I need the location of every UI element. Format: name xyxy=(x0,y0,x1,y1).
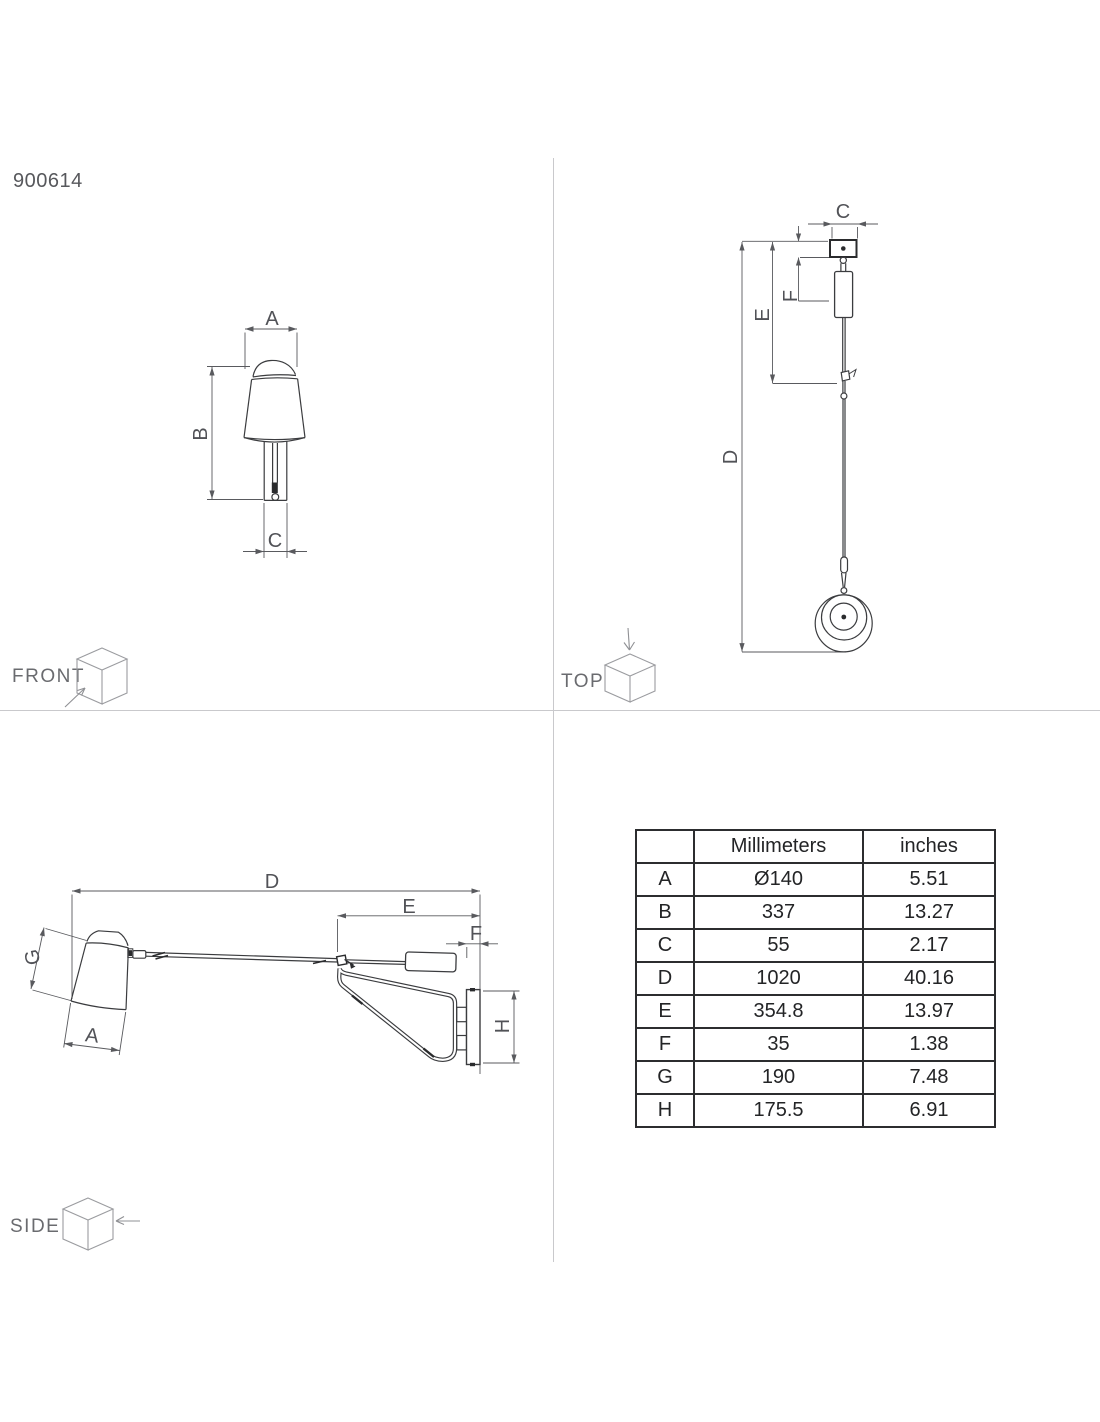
top-dim-f-label: F xyxy=(780,289,802,303)
row-letter: C xyxy=(636,929,694,962)
row-letter: A xyxy=(636,863,694,896)
table-row xyxy=(636,896,995,929)
front-view-cube-icon xyxy=(62,644,134,710)
top-dim-c-label: C xyxy=(835,201,851,223)
row-inches: 1.38 xyxy=(863,1028,995,1061)
table-row xyxy=(636,863,995,896)
table-row xyxy=(636,1094,995,1127)
row-inches: 5.51 xyxy=(863,863,995,896)
front-switch-detail xyxy=(272,483,278,494)
top-dim-e-label: E xyxy=(752,308,774,322)
row-mm: 35 xyxy=(694,1028,863,1061)
row-inches: 13.27 xyxy=(863,896,995,929)
top-canopy-screw-dot xyxy=(841,246,846,251)
row-letter: F xyxy=(636,1028,694,1061)
side-dim-a-label: A xyxy=(84,1024,100,1048)
row-mm: 55 xyxy=(694,929,863,962)
side-lamp-outline xyxy=(71,931,456,1010)
top-view-cube-icon xyxy=(594,626,666,708)
header-millimeters: Millimeters xyxy=(694,830,863,863)
table-row xyxy=(636,995,995,1028)
side-direction-arrow xyxy=(116,1217,140,1225)
side-view-cube-icon xyxy=(54,1194,144,1256)
side-view-drawing xyxy=(15,865,535,1080)
row-mm: Ø140 xyxy=(694,863,863,896)
row-letter: B xyxy=(636,896,694,929)
side-dimension-lines xyxy=(31,891,520,1074)
table-row xyxy=(636,929,995,962)
side-dim-h-label: H xyxy=(492,1018,514,1034)
front-dim-a-label: A xyxy=(265,308,279,330)
row-mm: 354.8 xyxy=(694,995,863,1028)
side-dim-e-label: E xyxy=(402,896,416,918)
row-mm: 175.5 xyxy=(694,1094,863,1127)
row-letter: E xyxy=(636,995,694,1028)
top-dimension-lines xyxy=(742,224,878,652)
front-view-label: FRONT xyxy=(12,666,85,687)
front-dim-b-label: B xyxy=(190,427,212,441)
side-shade-joint-detail xyxy=(129,950,132,956)
product-code: 900614 xyxy=(13,170,83,192)
top-lamp-outline xyxy=(815,240,872,652)
front-dim-c-label: C xyxy=(267,530,283,552)
dimensions-table xyxy=(635,829,996,1128)
row-mm: 337 xyxy=(694,896,863,929)
front-lamp-outline xyxy=(244,360,305,500)
side-view-label: SIDE xyxy=(10,1216,61,1237)
horizontal-quadrant-divider xyxy=(0,710,1100,711)
row-letter: H xyxy=(636,1094,694,1127)
side-dimension-arrows xyxy=(30,888,516,1063)
row-letter: G xyxy=(636,1061,694,1094)
header-inches: inches xyxy=(863,830,995,863)
front-dimension-lines xyxy=(207,329,307,558)
row-inches: 13.97 xyxy=(863,995,995,1028)
row-inches: 2.17 xyxy=(863,929,995,962)
top-view-label: TOP xyxy=(561,671,605,692)
row-letter: D xyxy=(636,962,694,995)
front-direction-arrow xyxy=(65,688,85,707)
side-dim-f-label: F xyxy=(469,923,483,945)
table-row xyxy=(636,1028,995,1061)
row-inches: 7.48 xyxy=(863,1061,995,1094)
side-wall-plate xyxy=(457,988,480,1066)
top-dimension-arrows xyxy=(739,221,866,651)
side-dim-g-label: G xyxy=(20,947,46,967)
top-direction-arrow xyxy=(624,628,635,650)
row-mm: 1020 xyxy=(694,962,863,995)
top-view-drawing xyxy=(710,195,890,670)
side-bracket-tube xyxy=(339,969,455,1060)
top-shade-center-dot xyxy=(841,615,846,620)
table-header-row xyxy=(636,830,995,863)
header-letter xyxy=(636,830,694,863)
row-mm: 190 xyxy=(694,1061,863,1094)
table-row xyxy=(636,1061,995,1094)
row-inches: 40.16 xyxy=(863,962,995,995)
top-dim-d-label: D xyxy=(720,449,742,465)
side-dark-details xyxy=(153,953,435,1058)
table-row xyxy=(636,962,995,995)
side-dim-d-label: D xyxy=(264,871,280,893)
row-inches: 6.91 xyxy=(863,1094,995,1127)
